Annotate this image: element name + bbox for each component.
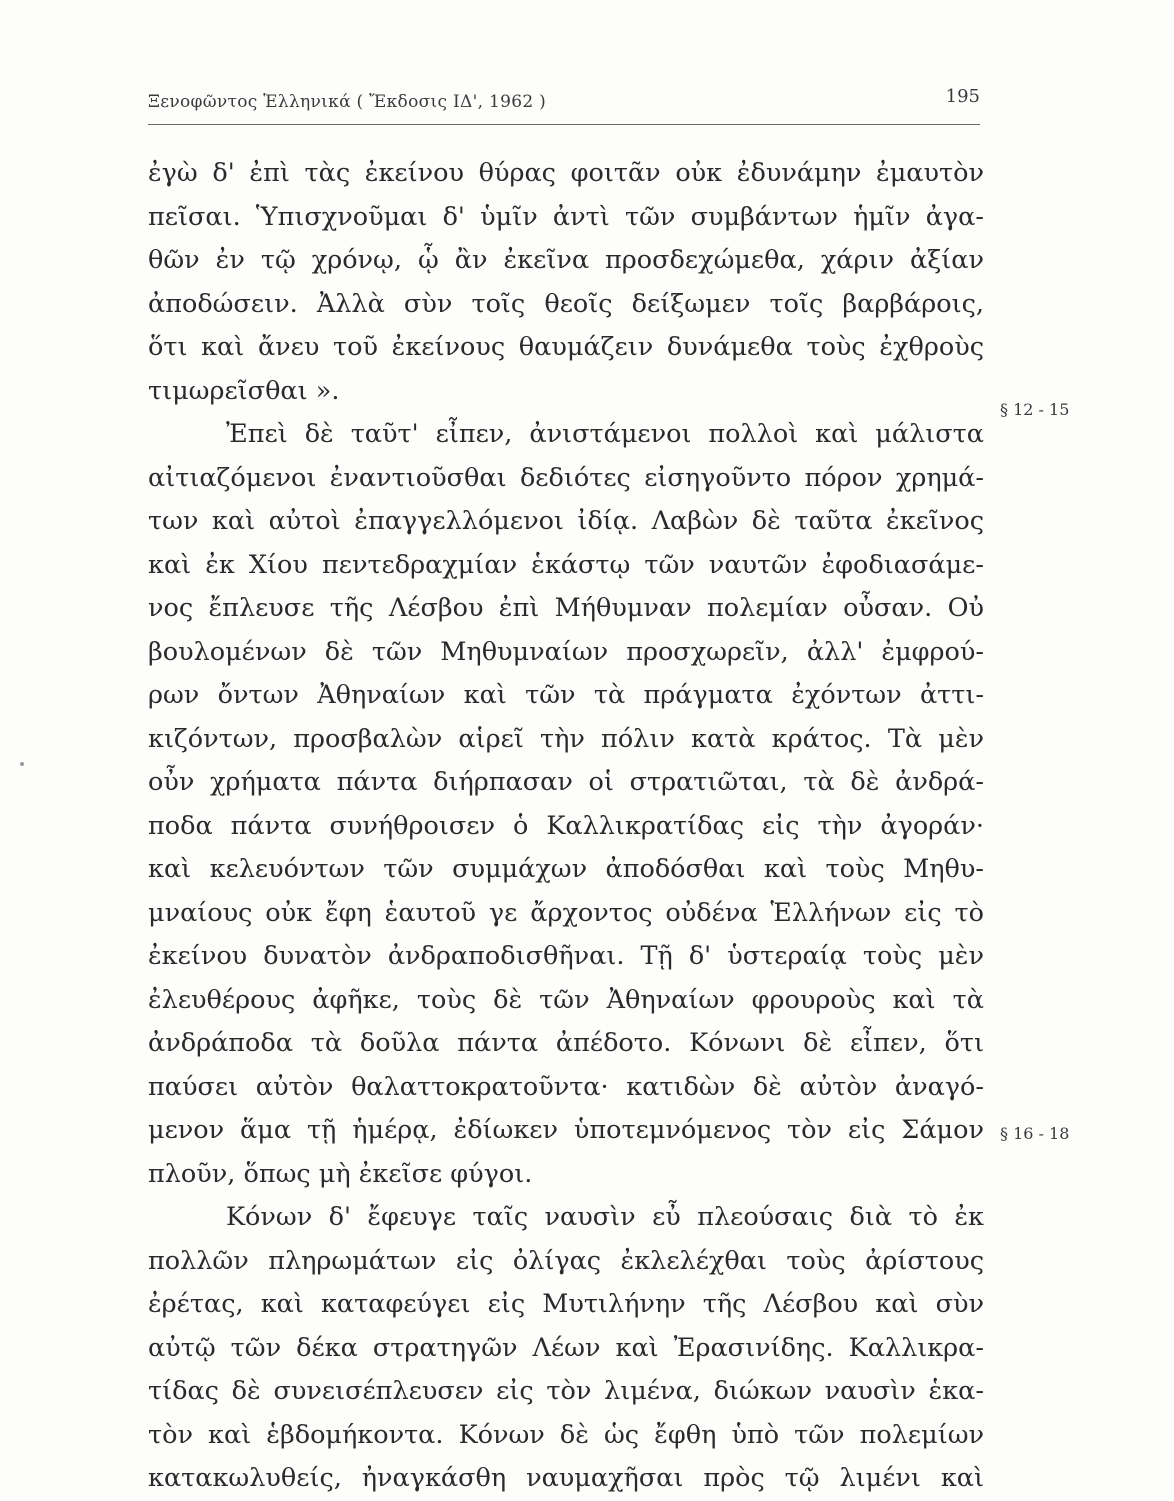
text-line: ἐρέτας, καὶ καταφεύγει εἰς Μυτιλήνην τῆς Λέσβου καὶ σὺν (148, 1289, 984, 1319)
text-line: τὸν καὶ ἑβδομήκοντα. Κόνων δὲ ὡς ἔφθη ὑπὸ τῶν πολεμίων (148, 1419, 984, 1450)
text-line: ἐγὼ δ' ἐπὶ τὰς ἐκείνου θύρας φοιτᾶν οὐκ ἐδυνάμην ἐμαυτὸν (148, 158, 984, 188)
text-line: τίδας δὲ συνεισέπλευσεν εἰς τὸν λιμένα, διώκων ναυσὶν ἑκα- (148, 1376, 984, 1406)
scan-speck (20, 762, 24, 766)
text-line: μναίους οὐκ ἔφη ἑαυτοῦ γε ἄρχοντος οὐδένα Ἑλλήνων εἰς τὸ (148, 897, 984, 928)
text-line: ρων ὄντων Ἀθηναίων καὶ τῶν τὰ πράγματα ἐχόντων ἀττι- (148, 680, 984, 710)
running-header (148, 86, 980, 120)
text-line: των καὶ αὐτοὶ ἐπαγγελλόμενοι ἰδίᾳ. Λαβὼν δὲ ταῦτα ἐκεῖνος (148, 506, 984, 536)
text-line: τιμωρεῖσθαι ». (148, 375, 340, 406)
text-line: μενον ἅμα τῇ ἡμέρᾳ, ἐδίωκεν ὑποτεμνόμενος τὸν εἰς Σάμον (148, 1115, 984, 1145)
header-title: Ξενοφῶντος Ἑλληνικά ( Ἔκδοσις ΙΔ', 1962 ) (148, 92, 547, 112)
text-line: ὅτι καὶ ἄνευ τοῦ ἐκείνους θαυμάζειν δυνάμεθα τοὺς ἐχθροὺς (148, 332, 984, 362)
text-line: ἀποδώσειν. Ἀλλὰ σὺν τοῖς θεοῖς δείξωμεν τοῖς βαρβάροις, (148, 288, 984, 319)
text-line: νος ἔπλευσε τῆς Λέσβου ἐπὶ Μήθυμναν πολεμίαν οὖσαν. Οὐ (148, 593, 984, 623)
margin-section-note: § 16 - 18 (1000, 1124, 1070, 1143)
text-line: παύσει αὐτὸν θαλαττοκρατοῦντα· κατιδὼν δὲ αὐτὸν ἀναγό- (148, 1071, 984, 1102)
header-divider (148, 124, 980, 125)
text-line: βουλομένων δὲ τῶν Μηθυμναίων προσχωρεῖν, ἀλλ' ἐμφρού- (148, 636, 984, 667)
text-line: πεῖσαι. Ὑπισχνοῦμαι δ' ὑμῖν ἀντὶ τῶν συμβάντων ἡμῖν ἀγα- (148, 201, 984, 232)
text-line: θῶν ἐν τῷ χρόνῳ, ᾧ ἂν ἐκεῖνα προσδεχώμεθα, χάριν ἀξίαν (148, 245, 984, 275)
text-line: κιζόντων, προσβαλὼν αἱρεῖ τὴν πόλιν κατὰ κράτος. Τὰ μὲν (148, 723, 984, 754)
body-text (148, 152, 984, 1501)
text-line: ποδα πάντα συνήθροισεν ὁ Καλλικρατίδας εἰς τὴν ἀγοράν· (148, 810, 984, 841)
text-line: πολλῶν πληρωμάτων εἰς ὀλίγας ἐκλελέχθαι τοὺς ἀρίστους (148, 1245, 984, 1276)
text-line: καὶ ἐκ Χίου πεντεδραχμίαν ἑκάστῳ τῶν ναυτῶν ἐφοδιασάμε- (148, 549, 984, 580)
text-line: ἐκείνου δυνατὸν ἀνδραποδισθῆναι. Τῇ δ' ὑστεραίᾳ τοὺς μὲν (148, 941, 984, 971)
text-line: ἐλευθέρους ἀφῆκε, τοὺς δὲ τῶν Ἀθηναίων φρουροὺς καὶ τὰ (148, 984, 984, 1015)
page-number: 195 (945, 86, 980, 107)
text-line: ἀνδράποδα τὰ δοῦλα πάντα ἀπέδοτο. Κόνωνι δὲ εἶπεν, ὅτι (148, 1028, 984, 1058)
paragraph-start-line: Ἐπεὶ δὲ ταῦτ' εἶπεν, ἀνιστάμενοι πολλοὶ καὶ μάλιστα (226, 419, 984, 449)
text-line: αἰτιαζόμενοι ἐναντιοῦσθαι δεδιότες εἰσηγοῦντο πόρον χρημά- (148, 462, 984, 493)
text-line: πλοῦν, ὅπως μὴ ἐκεῖσε φύγοι. (148, 1158, 533, 1189)
text-line: οὖν χρήματα πάντα διήρπασαν οἱ στρατιῶται, τὰ δὲ ἀνδρά- (148, 767, 984, 797)
text-line: καὶ κελευόντων τῶν συμμάχων ἀποδόσθαι καὶ τοὺς Μηθυ- (148, 854, 984, 884)
text-line: κατακωλυθείς, ἠναγκάσθη ναυμαχῆσαι πρὸς τῷ λιμένι καὶ (148, 1463, 984, 1493)
paragraph-start-line: Κόνων δ' ἔφευγε ταῖς ναυσὶν εὖ πλεούσαις διὰ τὸ ἐκ (226, 1202, 984, 1232)
margin-section-note: § 12 - 15 (1000, 400, 1070, 419)
text-line: αὐτῷ τῶν δέκα στρατηγῶν Λέων καὶ Ἐρασινίδης. Καλλικρα- (148, 1332, 984, 1363)
